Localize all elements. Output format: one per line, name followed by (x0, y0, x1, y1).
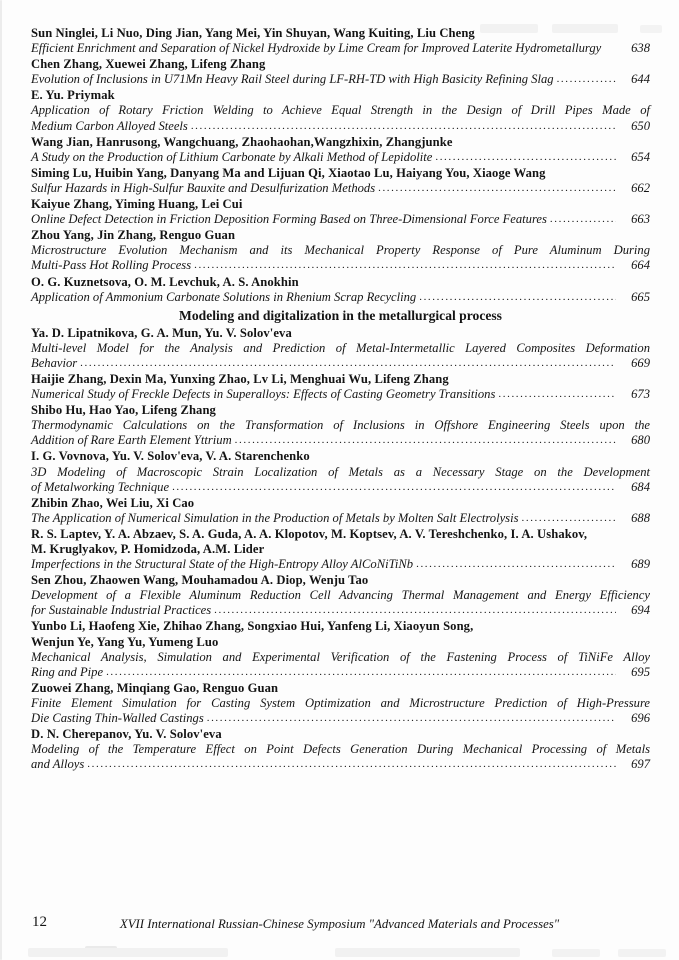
entry-title-last-line (31, 603, 650, 618)
entry-title-last-line (31, 356, 650, 371)
dot-leader (419, 290, 616, 305)
toc-entry (31, 372, 650, 402)
entry-authors: Kaiyue Zhang, Yiming Huang, Lei Cui (31, 197, 243, 212)
entry-page-number: 689 (631, 557, 650, 572)
entry-title-last-line (31, 387, 650, 402)
entry-authors: R. S. Laptev, Y. A. Abzaev, S. A. Guda, A. A. Klopotov, M. Koptsev, A. V. Tereshchenko, I. A. Ushakov, (31, 526, 588, 541)
entry-authors: O. G. Kuznetsova, O. M. Levchuk, A. S. Anokhin (31, 274, 299, 289)
entry-title-text: Ring and Pipe (31, 664, 104, 679)
entry-authors: Wenjun Ye, Yang Yu, Yumeng Luo (31, 634, 219, 649)
entry-title-last-line (31, 665, 650, 680)
toc-entry (31, 197, 650, 227)
toc-entry (31, 449, 650, 494)
entry-title-last-line (31, 290, 650, 305)
dot-leader (235, 433, 616, 448)
entry-title-text: Evolution of Inclusions in U71Mn Heavy Rail Steel during LF-RH-TD with High Basicity Refining Slag (31, 72, 554, 87)
dot-leader (214, 603, 616, 618)
entry-title-text: Imperfections in the Structural State of the High-Entropy Alloy AlCoNiTiNb (31, 557, 414, 572)
entry-authors: E. Yu. Priymak (31, 88, 115, 103)
dot-leader (522, 511, 617, 526)
scan-artifact (28, 948, 228, 957)
entry-title-line: Mechanical Analysis, Simulation and Experimental Verification of the Fastening Process of TiNiFe Alloy (31, 649, 650, 664)
entry-page-number: 664 (631, 258, 650, 273)
dot-leader (435, 150, 616, 165)
dot-leader (87, 757, 616, 772)
dot-leader (80, 356, 616, 371)
entry-page-number: 665 (631, 289, 650, 304)
entry-page-number: 669 (631, 355, 650, 370)
entry-title-text: Medium Carbon Alloyed Steels (31, 118, 188, 133)
scan-artifact (0, 0, 2, 960)
toc-entry (31, 527, 650, 572)
dot-leader (207, 711, 616, 726)
entry-authors: Sen Zhou, Zhaowen Wang, Mouhamadou A. Diop, Wenju Tao (31, 573, 369, 588)
toc-entry (31, 57, 650, 87)
scan-artifact (552, 949, 600, 957)
toc-content (31, 26, 650, 773)
entry-title-text: Die Casting Thin-Walled Castings (31, 711, 204, 726)
entry-title-last-line (31, 181, 650, 196)
scan-artifact (618, 949, 666, 957)
entry-title-text: Efficient Enrichment and Separation of Nickel Hydroxide by Lime Cream for Improved Laterite Hydrometallurgy (31, 41, 602, 56)
entry-authors: Sun Ninglei, Li Nuo, Ding Jian, Yang Mei, Yin Shuyan, Wang Kuiting, Liu Cheng (31, 26, 475, 40)
entry-title-line: Application of Rotary Friction Welding to Achieve Equal Strength in the Design of Drill Pipes Made of (31, 103, 650, 118)
entry-title-text: Online Defect Detection in Friction Deposition Forming Based on Three-Dimensional Force Features (31, 212, 547, 227)
dot-leader (416, 557, 616, 572)
entry-authors: D. N. Cherepanov, Yu. V. Solov'eva (31, 727, 222, 742)
entry-authors: I. G. Vovnova, Yu. V. Solov'eva, V. A. Starenchenko (31, 449, 310, 464)
entry-title-last-line (31, 433, 650, 448)
dot-leader (557, 72, 616, 87)
entry-page-number: 688 (631, 510, 650, 525)
toc-entry (31, 26, 650, 56)
entry-title-last-line (31, 480, 650, 495)
dot-leader (498, 387, 616, 402)
entry-title-last-line (31, 557, 650, 572)
toc-entry (31, 573, 650, 618)
entry-title-text: and Alloys (31, 757, 85, 772)
entry-title-last-line (31, 150, 650, 165)
entry-title-last-line (31, 72, 650, 87)
entry-title-text: Multi-Pass Hot Rolling Process (31, 258, 192, 273)
dot-leader (172, 480, 616, 495)
entry-authors: Wang Jian, Hanrusong, Wangchuang, Zhaohaohan,Wangzhixin, Zhangjunke (31, 134, 453, 149)
entry-page-number: 680 (631, 433, 650, 448)
entry-title-line: Finite Element Simulation for Casting System Optimization and Microstructure Prediction of High-Pressure (31, 695, 650, 710)
entry-title-text: Application of Ammonium Carbonate Solutions in Rhenium Scrap Recycling (31, 289, 417, 304)
entry-title-last-line (31, 212, 650, 227)
entry-authors: Haijie Zhang, Dexin Ma, Yunxing Zhao, Lv Li, Menghuai Wu, Lifeng Zhang (31, 371, 449, 386)
entry-title-line: Multi-level Model for the Analysis and Prediction of Metal-Intermetallic Layered Composites Deformation (31, 340, 650, 355)
toc-entry (31, 681, 650, 726)
entry-authors: Zhou Yang, Jin Zhang, Renguo Guan (31, 228, 236, 243)
dot-leader (550, 212, 616, 227)
entry-title-line: Development of a Flexible Aluminum Reduction Cell Advancing Thermal Management and Energy Efficiency (31, 588, 650, 603)
entry-title-last-line (31, 711, 650, 726)
toc-entry (31, 496, 650, 526)
toc-entry (31, 727, 650, 772)
entry-page-number: 654 (631, 149, 650, 164)
section-header: Modeling and digitalization in the metallurgical process (179, 307, 502, 323)
entry-authors: M. Kruglyakov, P. Homidzoda, A.M. Lider (31, 542, 265, 556)
entry-title-last-line (31, 757, 650, 772)
dot-leader (194, 258, 616, 273)
entry-title-last-line (31, 258, 650, 273)
entry-title-text: The Application of Numerical Simulation in the Production of Metals by Molten Salt Electrolysis (31, 510, 519, 525)
entry-page-number: 684 (631, 479, 650, 494)
toc-entry (31, 166, 650, 196)
entry-title-text: Behavior (31, 355, 78, 370)
entry-page-number: 663 (631, 212, 650, 227)
dot-leader (378, 181, 616, 196)
entry-title-text: for Sustainable Industrial Practices (31, 603, 212, 618)
entry-authors: Yunbo Li, Haofeng Xie, Zhihao Zhang, Songxiao Hui, Yanfeng Li, Xiaoyun Song, (31, 619, 474, 634)
entry-page-number: 696 (631, 711, 650, 726)
entry-title-text: of Metalworking Technique (31, 479, 170, 494)
entry-authors: Zhibin Zhao, Wei Liu, Xi Cao (31, 495, 195, 510)
entry-page-number: 662 (631, 180, 650, 195)
entry-page-number: 673 (631, 387, 650, 402)
entry-title-text: Sulfur Hazards in High-Sulfur Bauxite and Desulfurization Methods (31, 180, 376, 195)
entry-page-number: 638 (631, 41, 650, 56)
entry-page-number: 650 (631, 118, 650, 133)
entry-title-last-line (31, 119, 650, 134)
entry-title-line: 3D Modeling of Macroscopic Strain Localization of Metals as a Necessary Stage on the Development (31, 464, 650, 479)
entry-title-text: Numerical Study of Freckle Defects in Superalloys: Effects of Casting Geometry Transitions (31, 387, 496, 402)
page-number: 12 (32, 914, 47, 930)
toc-entry (31, 135, 650, 165)
toc-entry (31, 228, 650, 273)
entry-page-number: 695 (631, 664, 650, 679)
entry-page-number: 694 (631, 603, 650, 618)
entry-title-text: Addition of Rare Earth Element Yttrium (31, 433, 232, 448)
toc-entry (31, 275, 650, 305)
toc-entry (31, 619, 650, 679)
dot-leader (106, 665, 616, 680)
entry-title-last-line (31, 41, 650, 56)
toc-entry (31, 403, 650, 448)
entry-title-text: A Study on the Production of Lithium Carbonate by Alkali Method of Lepidolite (31, 149, 433, 164)
entry-authors: Zuowei Zhang, Minqiang Gao, Renguo Guan (31, 680, 279, 695)
footer-symposium-title: XVII International Russian-Chinese Symposium "Advanced Materials and Processes" (119, 917, 560, 931)
entry-page-number: 644 (631, 72, 650, 87)
toc-entry (31, 326, 650, 371)
entry-authors: Chen Zhang, Xuewei Zhang, Lifeng Zhang (31, 57, 266, 72)
entry-title-line: Microstructure Evolution Mechanism and its Mechanical Property Response of Pure Aluminum During (31, 243, 650, 258)
entry-title-line: Modeling of the Temperature Effect on Point Defects Generation During Mechanical Processing of Metals (31, 742, 650, 757)
toc-sections (31, 26, 650, 772)
entry-authors: Siming Lu, Huibin Yang, Danyang Ma and Lijuan Qi, Xiaotao Lu, Haiyang You, Xiaoge Wang (31, 165, 546, 180)
entry-page-number: 697 (631, 757, 650, 772)
toc-entry (31, 88, 650, 133)
entry-authors: Shibo Hu, Hao Yao, Lifeng Zhang (31, 403, 216, 418)
entry-title-line: Thermodynamic Calculations on the Transformation of Inclusions in Offshore Engineering Steels upon the (31, 418, 650, 433)
entry-title-last-line (31, 511, 650, 526)
dot-leader (191, 119, 616, 134)
entry-authors: Ya. D. Lipatnikova, G. A. Mun, Yu. V. Solov'eva (31, 325, 292, 340)
scan-artifact (335, 948, 520, 957)
